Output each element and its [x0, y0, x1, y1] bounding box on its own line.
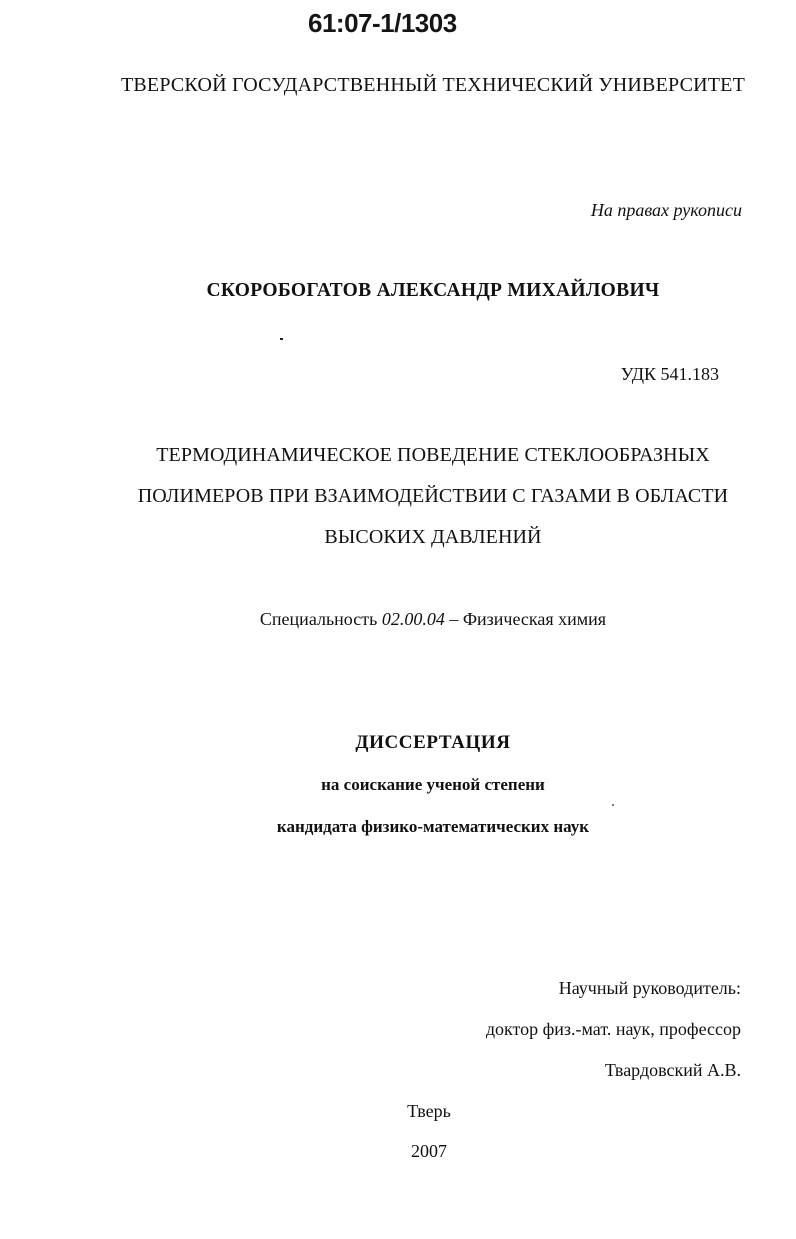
degree-line-2: кандидата физико-математических наук [276, 817, 590, 836]
udk-code: УДК 541.183 [620, 364, 719, 384]
thesis-title-line-3: ВЫСОКИХ ДАВЛЕНИЙ [324, 526, 542, 548]
manuscript-note: На правах рукописи [590, 200, 742, 220]
specialty-line [0, 609, 796, 630]
author-name: СКОРОБОГАТОВ АЛЕКСАНДР МИХАЙЛОВИЧ [206, 280, 660, 301]
archive-stamp: 61:07-1/1303 [308, 8, 457, 38]
thesis-title-line-2: ПОЛИМЕРОВ ПРИ ВЗАИМОДЕЙСТВИИ С ГАЗАМИ В ОБЛАСТИ [137, 485, 729, 507]
year: 2007 [411, 1141, 447, 1161]
scan-speck [280, 338, 283, 340]
degree-line-1: на соискание ученой степени [321, 775, 545, 794]
city: Тверь [407, 1101, 451, 1121]
advisor-label: Научный руководитель: [558, 978, 741, 998]
scan-speck [612, 804, 614, 806]
specialty-name: – Физическая химия [444, 609, 607, 629]
advisor-title: доктор физ.-мат. наук, профессор [485, 1019, 741, 1039]
thesis-title-line-1: ТЕРМОДИНАМИЧЕСКОЕ ПОВЕДЕНИЕ СТЕКЛООБРАЗНЫХ [156, 444, 710, 466]
specialty-code: 02.00.04 [381, 609, 445, 629]
advisor-name: Твардовский А.В. [604, 1060, 741, 1080]
university-name: ТВЕРСКОЙ ГОСУДАРСТВЕННЫЙ ТЕХНИЧЕСКИЙ УНИВЕРСИТЕТ [120, 74, 746, 96]
specialty-prefix: Специальность [259, 609, 382, 629]
dissertation-heading: ДИССЕРТАЦИЯ [355, 732, 511, 753]
